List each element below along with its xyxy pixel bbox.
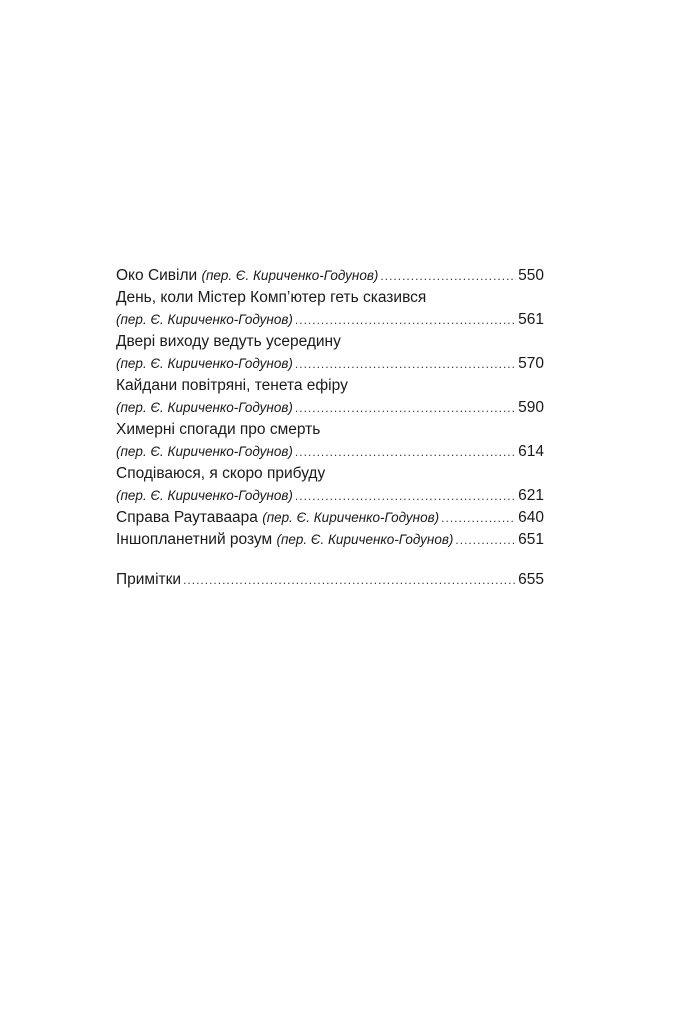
toc-entry-title: День, коли Містер Комп’ютер геть сказився bbox=[116, 289, 427, 306]
toc-entry[interactable] bbox=[116, 529, 544, 551]
toc-entry-page: 570 bbox=[518, 355, 544, 372]
toc-entry-page: 590 bbox=[518, 399, 544, 416]
toc-entry-notes[interactable] bbox=[116, 569, 544, 591]
toc-entry-title: Примітки bbox=[116, 571, 182, 588]
toc-entry-translator: (пер. Є. Кириченко-Годунов) bbox=[116, 400, 293, 415]
toc-entry-line bbox=[116, 529, 544, 551]
toc-entry-title: Око Сивіли bbox=[116, 267, 198, 284]
toc-entry-page: 655 bbox=[518, 571, 544, 588]
toc-entry-line bbox=[116, 569, 544, 591]
toc-entry[interactable] bbox=[116, 375, 544, 419]
toc-entry-title: Сподіваюся, я скоро прибуду bbox=[116, 465, 326, 482]
dot-leader bbox=[455, 529, 516, 551]
dot-leader bbox=[295, 485, 516, 507]
dot-leader bbox=[380, 265, 516, 287]
toc-entry-page: 640 bbox=[518, 509, 544, 526]
toc-entry-translator: (пер. Є. Кириченко-Годунов) bbox=[262, 510, 440, 525]
toc-entry-title: Кайдани повітряні, тенета ефіру bbox=[116, 377, 348, 394]
toc-entry-page: 621 bbox=[518, 487, 544, 504]
toc-entry-title: Двері виходу ведуть усередину bbox=[116, 333, 341, 350]
toc-entry-title: Іншопланетний розум bbox=[116, 531, 273, 548]
toc-entry[interactable] bbox=[116, 331, 544, 375]
dot-leader bbox=[295, 353, 516, 375]
dot-leader bbox=[183, 569, 516, 591]
toc-entry-page: 561 bbox=[518, 311, 544, 328]
dot-leader bbox=[295, 397, 516, 419]
toc-entry-translator: (пер. Є. Кириченко-Годунов) bbox=[116, 444, 293, 459]
dot-leader bbox=[295, 309, 516, 331]
toc-entry-page: 651 bbox=[518, 531, 544, 548]
toc-entry[interactable] bbox=[116, 265, 544, 287]
toc-entry-line bbox=[116, 309, 544, 331]
toc-entry-translator: (пер. Є. Кириченко-Годунов) bbox=[116, 356, 293, 371]
toc-entry-title: Справа Раутаваара bbox=[116, 509, 258, 526]
toc-entry-translator: (пер. Є. Кириченко-Годунов) bbox=[116, 488, 293, 503]
toc-entry-line bbox=[116, 397, 544, 419]
table-of-contents bbox=[116, 265, 544, 591]
toc-entry-line bbox=[116, 441, 544, 463]
toc-entry-page: 550 bbox=[518, 267, 544, 284]
toc-entry[interactable] bbox=[116, 463, 544, 507]
toc-entry-page: 614 bbox=[518, 443, 544, 460]
toc-entry-translator: (пер. Є. Кириченко-Годунов) bbox=[276, 532, 454, 547]
toc-entry-line bbox=[116, 507, 544, 529]
toc-entry[interactable] bbox=[116, 507, 544, 529]
toc-entry-translator: (пер. Є. Кириченко-Годунов) bbox=[116, 312, 293, 327]
dot-leader bbox=[441, 507, 516, 529]
toc-entry-line bbox=[116, 353, 544, 375]
toc-entry-title: Химерні спогади про смерть bbox=[116, 421, 321, 438]
toc-entry-line bbox=[116, 485, 544, 507]
toc-entry-line bbox=[116, 265, 544, 287]
toc-entry[interactable] bbox=[116, 419, 544, 463]
toc-entry-translator: (пер. Є. Кириченко-Годунов) bbox=[201, 268, 379, 283]
section-spacer bbox=[116, 551, 544, 569]
dot-leader bbox=[295, 441, 516, 463]
toc-entry[interactable] bbox=[116, 287, 544, 331]
